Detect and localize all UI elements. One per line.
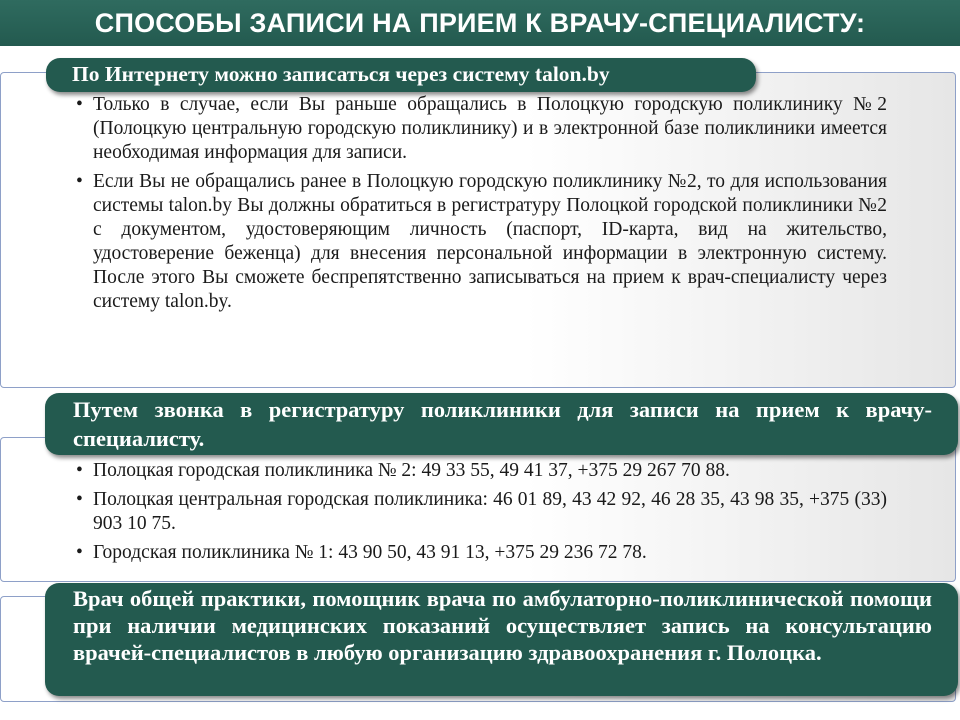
bullet-icon: • <box>76 460 83 481</box>
internet-section-heading: По Интернету можно записаться через систему talon.by <box>46 58 756 92</box>
list-item-text: Полоцкая центральная городская поликлиника: 46 01 89, 43 42 92, 46 28 35, 43 98 35, +375 (33) 903 10 75. <box>93 489 887 534</box>
list-item <box>76 488 887 536</box>
bullet-icon: • <box>76 171 83 192</box>
phone-section-heading: Путем звонка в регистратуру поликлиники для записи на прием к врачу-специалисту. <box>45 393 958 455</box>
list-item <box>76 459 887 483</box>
list-item <box>76 541 887 565</box>
bullet-icon: • <box>76 94 83 115</box>
phone-section-list <box>76 459 887 565</box>
list-item <box>76 170 887 314</box>
list-item-text: Только в случае, если Вы раньше обращались в Полоцкую городскую поликлинику №2 (Полоцкую центральную городскую поликлинику) и в электронной базе поликлиники имеется необходимая информация для записи. <box>93 94 887 163</box>
bullet-icon: • <box>76 489 83 510</box>
page-title: СПОСОБЫ ЗАПИСИ НА ПРИЕМ К ВРАЧУ-СПЕЦИАЛИСТУ: <box>0 0 960 46</box>
gp-section-text: Врач общей практики, помощник врача по амбулаторно-поликлинической помощи при наличии медицинских показаний осуществляет запись на консультацию врачей-специалистов в любую организацию здравоохранения г. Полоцка. <box>45 583 958 696</box>
list-item-text: Если Вы не обращались ранее в Полоцкую городскую поликлинику №2, то для использования системы talon.by Вы должны обратиться в регистратуру Полоцкой городской поликлиники №2 с документом, удостоверяющим личность (паспорт, ID-карта, вид на жительство, удостоверение беженца) для внесения персональной информации в электронную систему. После этого Вы сможете беспрепятственно записываться на прием к врач-специалисту через систему talon.by. <box>93 171 887 312</box>
internet-section-list <box>76 93 887 314</box>
list-item <box>76 93 887 165</box>
bullet-icon: • <box>76 542 83 563</box>
list-item-text: Городская поликлиника № 1: 43 90 50, 43 91 13, +375 29 236 72 78. <box>93 542 647 563</box>
list-item-text: Полоцкая городская поликлиника № 2: 49 33 55, 49 41 37, +375 29 267 70 88. <box>93 460 730 481</box>
